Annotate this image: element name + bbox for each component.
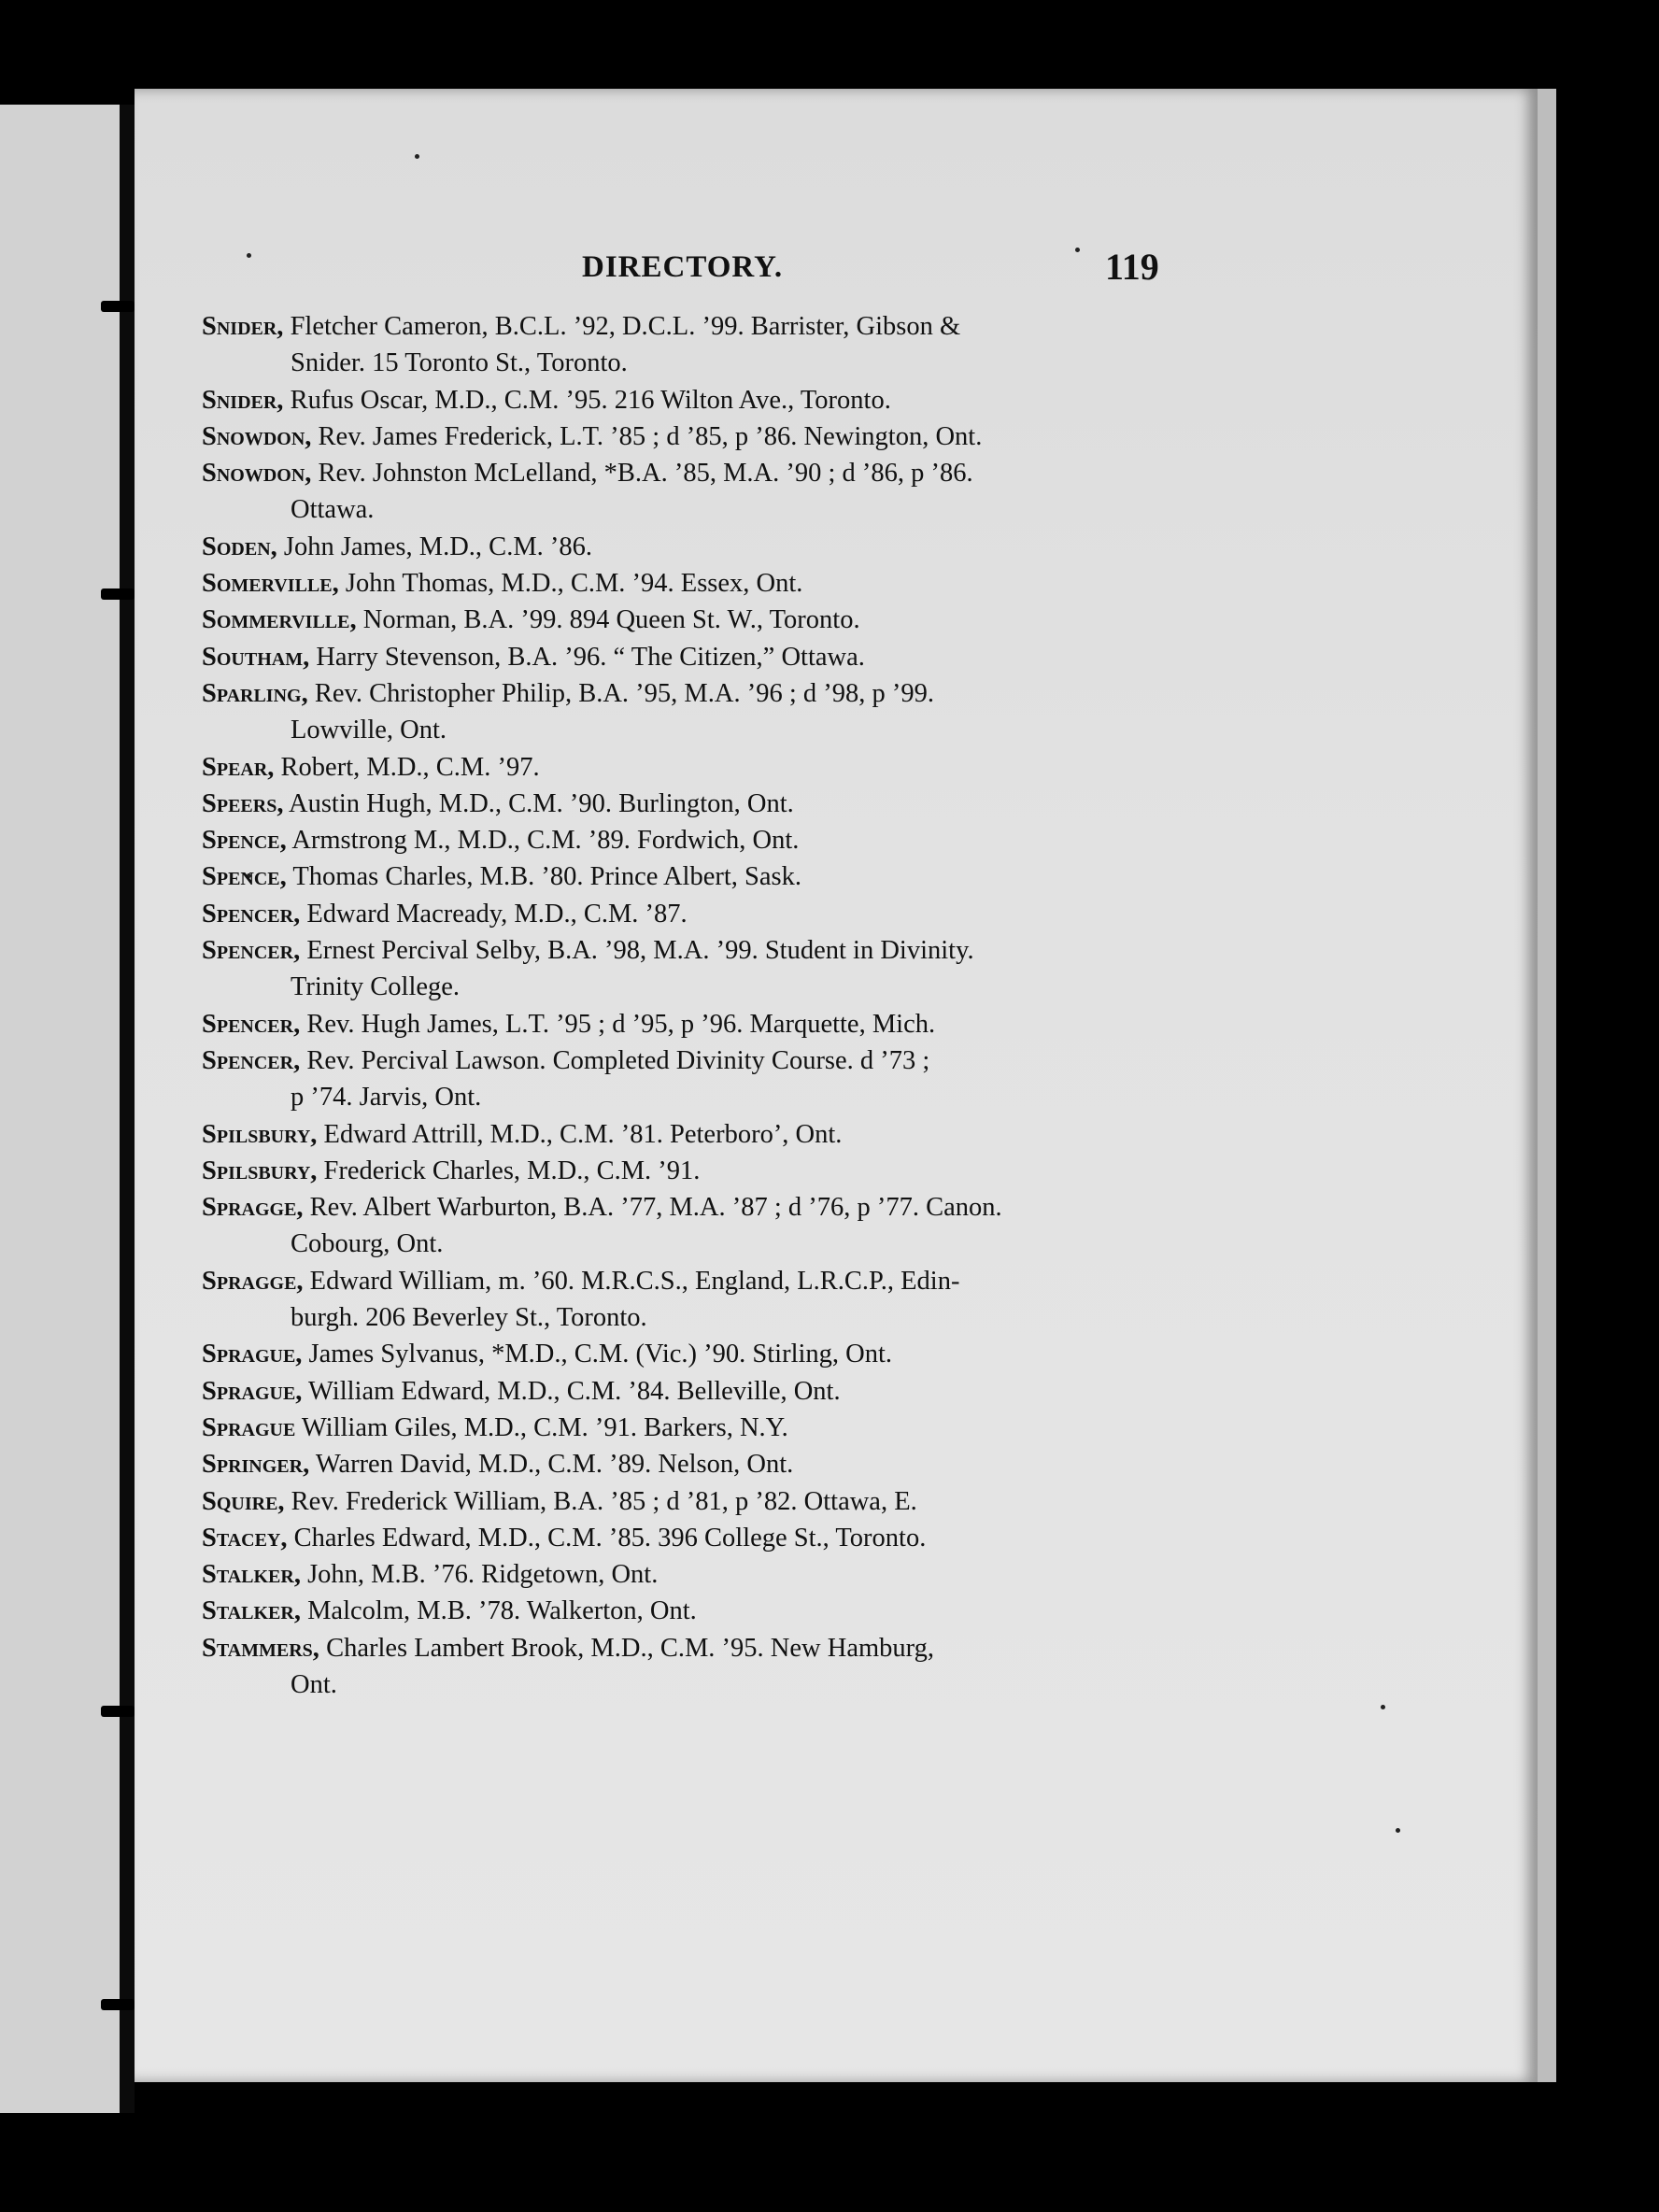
entry-surname: Spencer, [202, 936, 301, 966]
entry-surname: Squire, [202, 1486, 285, 1516]
entry-details: John James, M.D., C.M. ’86. [276, 532, 593, 561]
directory-entry [202, 418, 1337, 455]
entry-details: Rufus Oscar, M.D., C.M. ’95. 216 Wilton Ave., Toronto. [283, 385, 891, 415]
directory-entry [202, 602, 1337, 638]
directory-entry [202, 308, 1337, 382]
book-spine [120, 105, 135, 2113]
paper-speck [1396, 1828, 1400, 1833]
directory-entry [202, 932, 1337, 1006]
entry-surname: Spencer, [202, 1009, 301, 1039]
entry-surname: Spence, [202, 862, 287, 892]
directory-entry [202, 858, 1337, 895]
entry-surname: Stalker, [202, 1560, 301, 1590]
entry-surname: Stacey, [202, 1523, 288, 1553]
directory-entry [202, 639, 1337, 675]
entry-continuation: p ’74. Jarvis, Ont. [291, 1083, 482, 1113]
directory-entry [202, 1336, 1337, 1372]
spine-tick [101, 1999, 135, 2010]
directory-entry [202, 1593, 1337, 1629]
entry-surname: Sparling, [202, 678, 308, 708]
entry-surname: Spear, [202, 752, 275, 782]
entry-details: Rev. Frederick William, B.A. ’85 ; d ’81, p ’82. Ottawa, E. [284, 1486, 917, 1516]
entry-details: Austin Hugh, M.D., C.M. ’90. Burlington, Ont. [283, 788, 794, 818]
facing-page-edge [0, 105, 129, 2113]
directory-entry [202, 675, 1337, 749]
directory-entry [202, 1263, 1337, 1337]
directory-entries [202, 308, 1337, 1703]
directory-entry [202, 749, 1337, 786]
directory-entry [202, 565, 1337, 602]
directory-entry [202, 1556, 1337, 1593]
directory-entry [202, 1153, 1337, 1189]
entry-surname: Snider, [202, 385, 284, 415]
entry-details: Edward Macready, M.D., C.M. ’87. [300, 899, 688, 929]
entry-details: Edward William, m. ’60. M.R.C.S., England, L.R.C.P., Edin- [303, 1266, 960, 1296]
page-number: 119 [1105, 246, 1159, 288]
entry-details: James Sylvanus, *M.D., C.M. (Vic.) ’90. Stirling, Ont. [302, 1340, 893, 1369]
entry-details: Warren David, M.D., C.M. ’89. Nelson, Ont. [309, 1450, 794, 1480]
directory-entry [202, 1042, 1337, 1116]
directory-entry [202, 455, 1337, 529]
directory-entry [202, 1520, 1337, 1556]
directory-entry [202, 529, 1337, 565]
entry-surname: Snowdon, [202, 421, 312, 451]
spine-tick [101, 1706, 135, 1717]
entry-continuation: Ont. [291, 1669, 337, 1699]
directory-entry [202, 822, 1337, 858]
entry-surname: Spragge, [202, 1193, 304, 1223]
entry-surname: Stalker, [202, 1596, 301, 1626]
directory-entry [202, 786, 1337, 822]
entry-continuation: Lowville, Ont. [291, 716, 447, 745]
page-edge [1538, 89, 1556, 2082]
entry-details: Rev. Hugh James, L.T. ’95 ; d ’95, p ’96. Marquette, Mich. [300, 1009, 936, 1039]
entry-surname: Snowdon, [202, 459, 312, 489]
directory-entry [202, 1483, 1337, 1520]
entry-details: Ernest Percival Selby, B.A. ’98, M.A. ’99. Student in Divinity. [300, 936, 974, 966]
entry-surname: Sommerville, [202, 605, 357, 635]
entry-surname: Sprague [202, 1412, 296, 1442]
entry-details: Rev. Albert Warburton, B.A. ’77, M.A. ’87 ; d ’76, p ’77. Canon. [303, 1193, 1002, 1223]
directory-entry [202, 896, 1337, 932]
entry-details: Malcolm, M.B. ’78. Walkerton, Ont. [300, 1596, 697, 1626]
entry-details: Rev. Christopher Philip, B.A. ’95, M.A. ’96 ; d ’98, p ’99. [307, 678, 934, 708]
entry-surname: Spilsbury, [202, 1156, 318, 1185]
entry-surname: Sprague, [202, 1376, 303, 1406]
entry-details: Rev. Johnston McLelland, *B.A. ’85, M.A. ’90 ; d ’86, p ’86. [311, 459, 973, 489]
entry-details: William Edward, M.D., C.M. ’84. Belleville, Ont. [302, 1376, 841, 1406]
directory-entry [202, 1116, 1337, 1153]
paper-speck [1075, 248, 1080, 252]
entry-details: Thomas Charles, M.B. ’80. Prince Albert, Sask. [286, 862, 801, 892]
entry-details: Armstrong M., M.D., C.M. ’89. Fordwich, Ont. [286, 826, 800, 856]
entry-surname: Spragge, [202, 1266, 304, 1296]
directory-entry [202, 1189, 1337, 1263]
entry-details: Edward Attrill, M.D., C.M. ’81. Peterboro’, Ont. [317, 1119, 843, 1149]
entry-surname: Spencer, [202, 899, 301, 929]
entry-continuation: burgh. 206 Beverley St., Toronto. [291, 1303, 647, 1333]
entry-details: Frederick Charles, M.D., C.M. ’91. [317, 1156, 701, 1185]
entry-surname: Sprague, [202, 1340, 303, 1369]
paper-speck [415, 154, 419, 159]
entry-details: William Giles, M.D., C.M. ’91. Barkers, N.Y. [295, 1412, 788, 1442]
entry-surname: Springer, [202, 1450, 310, 1480]
paper-speck [247, 253, 251, 258]
entry-continuation: Ottawa. [291, 495, 375, 525]
entry-continuation: Cobourg, Ont. [291, 1229, 444, 1259]
entry-continuation: Snider. 15 Toronto St., Toronto. [291, 348, 628, 378]
entry-details: Fletcher Cameron, B.C.L. ’92, D.C.L. ’99. Barrister, Gibson & [283, 312, 961, 341]
spine-tick [101, 301, 135, 312]
entry-surname: Soden, [202, 532, 277, 561]
entry-details: Robert, M.D., C.M. ’97. [274, 752, 540, 782]
entry-surname: Somerville, [202, 569, 339, 599]
directory-entry [202, 1006, 1337, 1042]
entry-continuation: Trinity College. [291, 972, 461, 1002]
running-head: DIRECTORY. [582, 250, 784, 284]
entry-details: Rev. James Frederick, L.T. ’85 ; d ’85, p ’86. Newington, Ont. [311, 421, 983, 451]
entry-details: Charles Lambert Brook, M.D., C.M. ’95. New Hamburg, [319, 1633, 934, 1663]
entry-details: Harry Stevenson, B.A. ’96. “ The Citizen,” Ottawa. [309, 642, 865, 672]
entry-surname: Snider, [202, 312, 284, 341]
paper-speck [1381, 1705, 1385, 1709]
entry-details: John Thomas, M.D., C.M. ’94. Essex, Ont. [338, 569, 803, 599]
directory-entry [202, 382, 1337, 418]
directory-entry [202, 1373, 1337, 1410]
entry-surname: Spence, [202, 826, 287, 856]
entry-details: Rev. Percival Lawson. Completed Divinity Course. d ’73 ; [300, 1045, 930, 1075]
spine-tick [101, 588, 135, 600]
entry-details: Norman, B.A. ’99. 894 Queen St. W., Toronto. [356, 605, 860, 635]
entry-surname: Spilsbury, [202, 1119, 318, 1149]
entry-surname: Spencer, [202, 1045, 301, 1075]
entry-surname: Southam, [202, 642, 310, 672]
directory-entry [202, 1446, 1337, 1482]
entry-surname: Stammers, [202, 1633, 319, 1663]
directory-entry [202, 1630, 1337, 1704]
directory-entry [202, 1410, 1337, 1446]
entry-details: John, M.B. ’76. Ridgetown, Ont. [300, 1560, 659, 1590]
entry-surname: Speers, [202, 788, 284, 818]
entry-details: Charles Edward, M.D., C.M. ’85. 396 College St., Toronto. [287, 1523, 927, 1553]
